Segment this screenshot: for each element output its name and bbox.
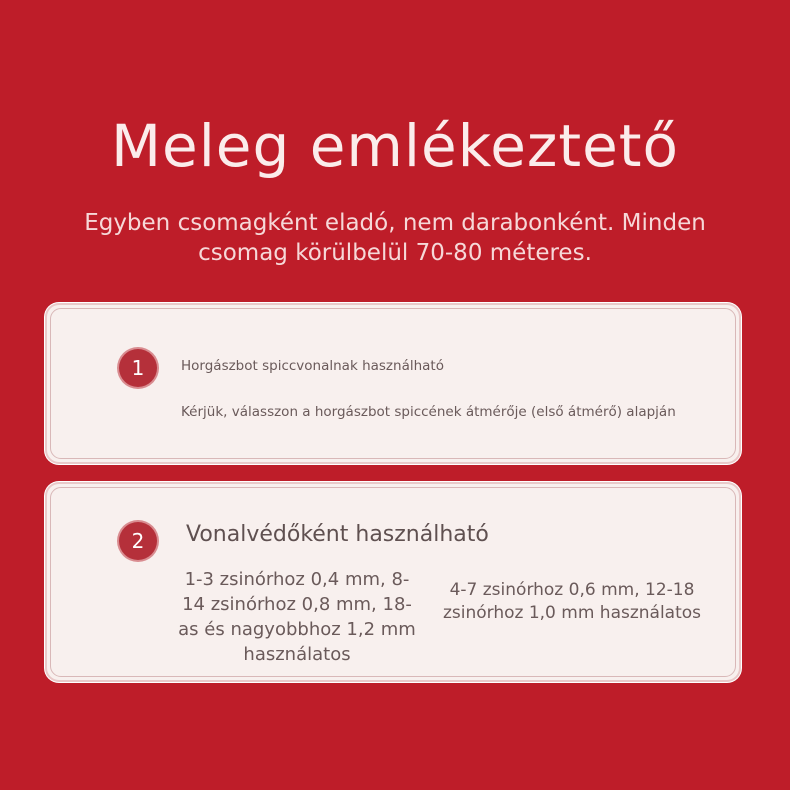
number-badge-1: 1 bbox=[119, 349, 157, 387]
card-1-text: Kérjük, válasszon a horgászbot spiccének átmérője (első átmérő) alapján bbox=[181, 404, 676, 420]
card-2-heading: Vonalvédőként használható bbox=[186, 522, 489, 547]
info-card-1 bbox=[45, 303, 741, 464]
info-card-2 bbox=[45, 482, 741, 682]
card-border bbox=[50, 308, 736, 459]
number-badge-2: 2 bbox=[119, 522, 157, 560]
card-2-right-text: 4-7 zsinórhoz 0,6 mm, 12-18 zsinórhoz 1,0 mm használatos bbox=[442, 580, 702, 623]
card-1-heading: Horgászbot spiccvonalnak használható bbox=[181, 358, 444, 374]
page-subtitle: Egyben csomagként eladó, nem darabonként. Minden csomag körülbelül 70-80 méteres. bbox=[84, 210, 706, 266]
card-2-left-text: 1-3 zsinórhoz 0,4 mm, 8-14 zsinórhoz 0,8 mm, 18-as és nagyobbhoz 1,2 mm használatos bbox=[178, 569, 416, 665]
page-title: Meleg emlékeztető bbox=[110, 112, 680, 180]
